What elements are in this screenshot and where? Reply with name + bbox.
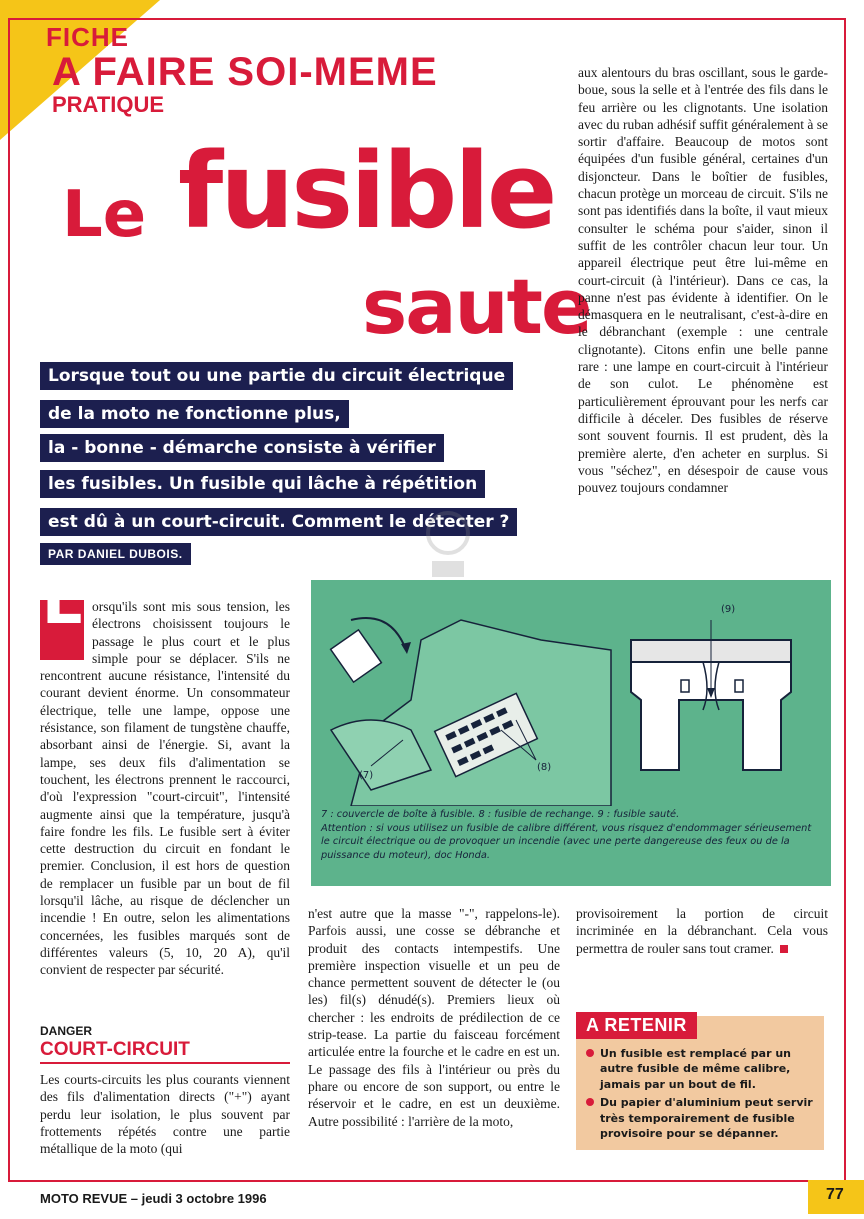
- paragraph: aux alentours du bras oscillant, sous le garde-boue, sous la selle et à l'entrée des fils dans le feu arrière ou les clignotants. Une isolation avec du ruban adhésif suffit généralement à se sortir d'affaire. Beaucoup de motos sont équipées d'un fusible général, certaines d'un disjoncteur. Dans le boîtier de fusibles, chacun protège un morceau de circuit. S'ils ne sont pas identifiés dans la boîte, il vaut mieux consulter le schéma pour s'aider, sinon il suffit de les contrôler chacun leur tour. Un appareil électrique peut être lui-même en court-circuit (à l'intérieur). Dans ce cas, la panne n'est pas évidente à identifier. On le démasquera en le neutralisant, c'est-à-dire en le débranchant (exemple : une centrale clignotante). Citons enfin une belle panne rare : une lampe en court-circuit à l'intérieur de son culot. Le phénomène est particulièrement éprouvant pour les nerfs car difficile à déceler. Des fusibles de réserve sont souvent fournis. Il est prudent, dès la première alerte, d'en acheter en surplus. Si vous "séchez", en désespoir de cause vous pouvez toujours condamner: [578, 65, 828, 496]
- list-item-text: Du papier d'aluminium peut servir très temporairement de fusible provisoire pour se dépanner.: [600, 1096, 813, 1141]
- title-fusible: fusible: [178, 130, 555, 252]
- caption-line-1: 7 : couvercle de boîte à fusible. 8 : fusible de rechange. 9 : fusible sauté.: [321, 809, 680, 820]
- paragraph: n'est autre que la masse "-", rappelons-le). Parfois aussi, une cosse se débranche et produit des contacts intempestifs. Une première inspection visuelle et un peu de chance permettent souvent de détecter le (ou les) fil(s) dénudé(s). Premiers lieux où chercher : les endroits de prédilection de ce strip-tease. La partie du faisceau forcément articulée entre la fourche et le cadre en est un. Le passage des fils à l'intérieur ou près du phare ou encore de son support, ou entre le réservoir et le cadre, en est un deuxième. Autre possibilité : l'arrière de la moto,: [308, 906, 560, 1129]
- paragraph: Les courts-circuits les plus courants viennent des fils d'alimentation directs ("+") ayant perdu leur isolation, le plus souvent par frottements répétés contre une partie métallique de la moto (qui: [40, 1072, 290, 1157]
- figure-label-7: (7): [359, 770, 374, 781]
- lead-line-1: Lorsque tout ou une partie du circuit électrique: [40, 362, 513, 390]
- bullet-icon: [586, 1049, 594, 1057]
- fuse-cover-icon: [331, 618, 411, 682]
- article-column-2: [308, 905, 560, 1130]
- list-item: [584, 1095, 820, 1141]
- article-column-1: [40, 565, 290, 979]
- article-column-3: [576, 905, 828, 957]
- title-le: Le: [62, 178, 147, 252]
- takeaway-list: [584, 1046, 820, 1144]
- paragraph: [576, 905, 828, 957]
- takeaway-title: A RETENIR: [576, 1012, 697, 1039]
- page-number-tab: [808, 1180, 864, 1214]
- fuse-drawing: [311, 580, 831, 806]
- lead-line-2: de la moto ne fonctionne plus,: [40, 400, 349, 428]
- list-item-text: Un fusible est remplacé par un autre fusible de même calibre, jamais par un bout de fil.: [600, 1047, 791, 1091]
- takeaway-box: [576, 1016, 824, 1150]
- page-footer: MOTO REVUE – jeudi 3 octobre 1996: [40, 1191, 267, 1206]
- byline: PAR DANIEL DUBOIS.: [40, 543, 191, 565]
- figure-label-9: (9): [721, 604, 736, 615]
- drop-cap: [40, 565, 84, 660]
- article-column-right-top: [578, 64, 828, 496]
- fuse-illustration: [311, 580, 831, 886]
- list-item: [584, 1046, 820, 1092]
- lead-line-3: la - bonne - démarche consiste à vérifier: [40, 434, 444, 462]
- figure-caption: [321, 808, 821, 862]
- article-column-1-bottom: [40, 1071, 290, 1157]
- section-heading: COURT-CIRCUIT: [40, 1039, 290, 1064]
- rubric-pratique: PRATIQUE: [52, 92, 165, 117]
- watermark-logo: [418, 505, 478, 585]
- drop-cap-letter: L: [41, 565, 83, 639]
- caption-line-2: Attention : si vous utilisez un fusible de calibre différent, vous risquez d'endommager sérieusement le circuit électrique ou de provoquer un incendie (avec une perte dangereuse des feux ou de la puissance du moteur),: [321, 822, 812, 861]
- page-number: 77: [826, 1186, 844, 1203]
- blown-fuse-icon: [631, 620, 791, 770]
- caption-credit: doc Honda.: [434, 849, 490, 861]
- lead-line-4: les fusibles. Un fusible qui lâche à répétition: [40, 470, 485, 498]
- paragraph: orsqu'ils sont mis sous tension, les électrons choisissent toujours le passage le plus court et le plus simple pour se déplacer. S'ils ne rencontrent aucune résistance, l'intensité du courant devient énorme. Un consommateur électrique, telle une lampe, oppose une résistance, son filament de tungstène chauffe, absorbant ainsi de l'énergie. Si, avant la lampe, ses deux fils d'alimentation se touchent, les électrons prennent le raccourci, d'où l'expression "court-circuit", l'intensité augmente ainsi que la température, jusqu'à faire fondre les fils. Le fusible sert à éviter cette destruction du circuit en fondant le premier. Conclusion, il est hors de question de remplacer un fusible par un bout de fil lorsqu'il lâche, au risque de déclencher un incendie ! En outre, selon les alimentations concernées, les fusibles marqués sont de différentes valeurs (5, 10, 20 A), qu'il convient de respecter par sécurité.: [40, 599, 290, 978]
- section-kicker: DANGER: [40, 1024, 93, 1038]
- end-mark: [780, 945, 788, 953]
- bullet-icon: [586, 1098, 594, 1106]
- paragraph-text: provisoirement la portion de circuit incriminée en la débranchant. Cela vous permettra de rouler sans tout cramer.: [576, 906, 828, 956]
- lead-line-5: est dû à un court-circuit. Comment le détecter ?: [40, 508, 517, 536]
- rubric-fiche: FICHE: [46, 22, 129, 52]
- rubric-a-faire: A FAIRE SOI-MEME: [52, 50, 438, 94]
- figure-label-8: (8): [537, 762, 552, 773]
- title-saute: saute: [362, 262, 591, 351]
